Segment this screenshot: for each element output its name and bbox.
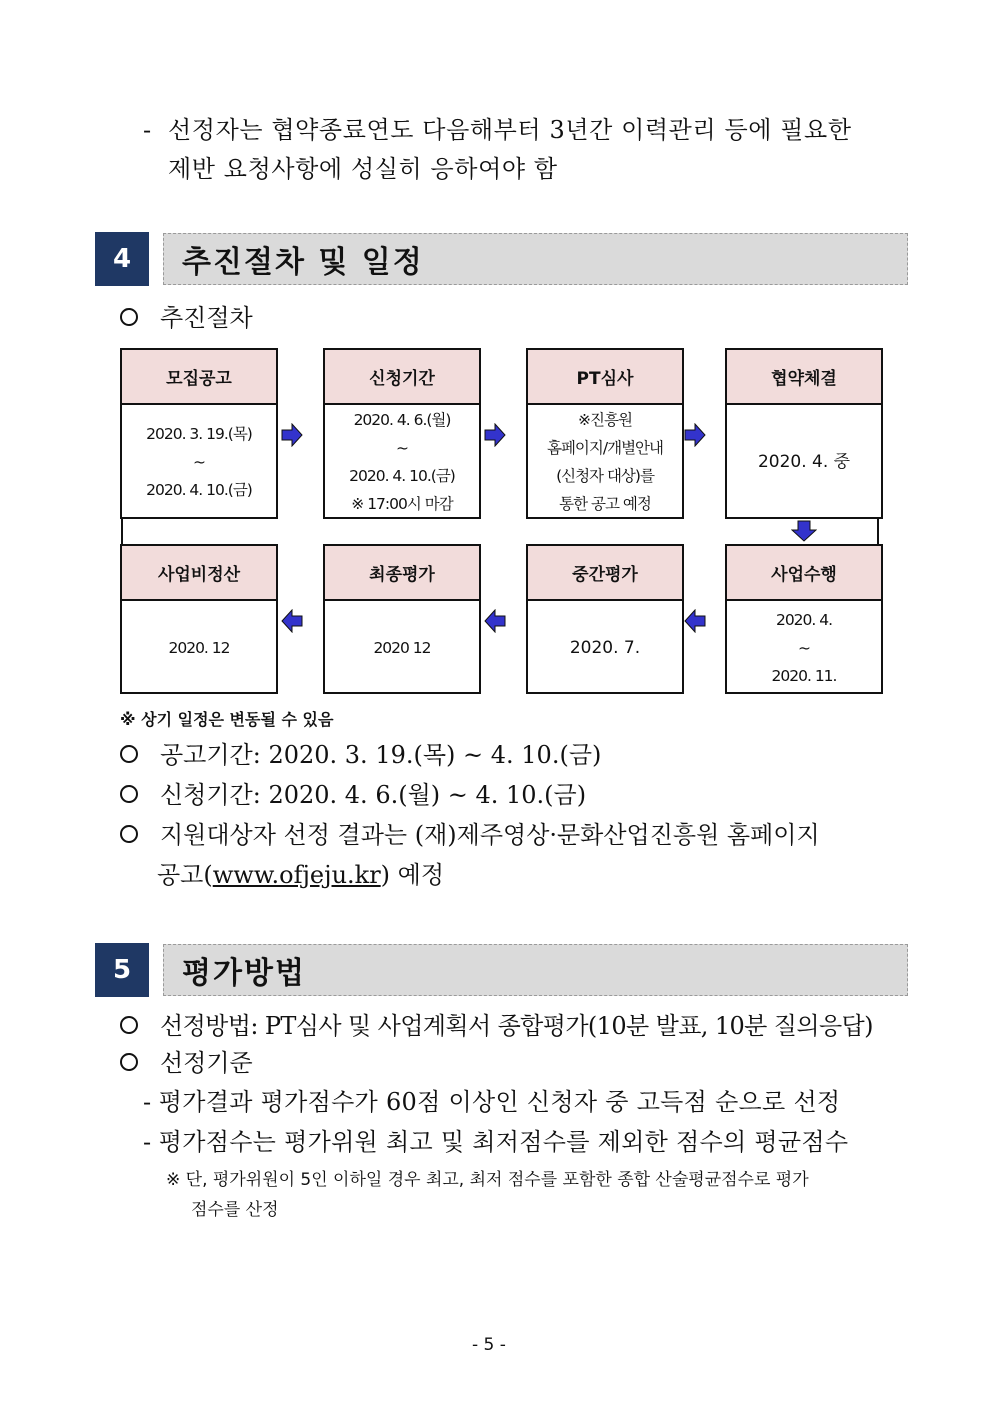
step-title: 협약체결 [727,350,881,405]
arrow-left-icon [484,609,506,633]
arrow-left-icon [281,609,303,633]
step-body [528,601,682,694]
selection-result-continuation [157,856,444,894]
step-box-recruit-notice [120,348,278,519]
step-body [122,405,276,519]
criteria-note-line-1: ※ 단, 평가위원이 5인 이하일 경우 최고, 최저 점수를 포함한 종합 산술평균점수로 평가 [166,1170,809,1190]
bullet-circle-icon [120,1053,138,1071]
step-line: ~ [396,439,408,457]
step-body [325,601,479,694]
intro-line-1: 선정자는 협약종료연도 다음해부터 3년간 이력관리 등에 필요한 [168,116,852,144]
bullet-circle-icon [120,745,138,763]
step-line: 2020. 4. 10.(금) [349,467,455,485]
step-line: 2020 12 [373,638,431,657]
continuation-suffix: ) 예정 [380,861,445,889]
step-line: ~ [798,638,810,657]
section-5-number: 5 [95,943,149,997]
dash-text: 평가점수는 평가위원 최고 및 최저점수를 제외한 점수의 평균점수 [158,1128,849,1156]
bullet-text: 선정기준 [160,1049,253,1077]
step-title: 사업수행 [727,546,881,601]
step-title: 최종평가 [325,546,479,601]
step-title: 신청기간 [325,350,479,405]
bullet-text: 지원대상자 선정 결과는 (재)제주영상·문화산업진흥원 홈페이지 [160,821,820,849]
arrow-right-icon [484,423,506,447]
step-title: 사업비정산 [122,546,276,601]
bullet-circle-icon [120,1016,138,1034]
step-box-final-evaluation [323,544,481,694]
step-box-agreement [725,348,883,519]
arrow-left-icon [684,609,706,633]
website-link[interactable]: www.ofjeju.kr [212,861,381,889]
step-line: ※진흥원 [578,411,632,429]
flow-connector [877,518,879,545]
step-box-project-execution [725,544,883,694]
arrow-down-icon [791,520,817,542]
step-body [528,405,682,519]
bullet-application-period [120,776,586,814]
criteria-dash-1: - 평가결과 평가점수가 60점 이상인 신청자 중 고득점 순으로 선정 [143,1088,841,1116]
step-line: 2020. 4. 중 [757,452,851,472]
procedure-label-text: 추진절차 [160,304,253,332]
bullet-selection-result [120,816,820,854]
bullet-text: 신청기간: 2020. 4. 6.(월) ~ 4. 10.(금) [160,781,587,809]
step-line: 2020. 12 [168,638,230,657]
intro-dash: - [143,116,152,144]
step-box-pt-review [526,348,684,519]
step-line: 2020. 11. [771,666,837,685]
criteria-note-line-2: 점수를 산정 [191,1200,279,1220]
intro-line-2: 제반 요청사항에 성실히 응하여야 함 [168,155,558,183]
criteria-dash-2: - 평가점수는 평가위원 최고 및 최저점수를 제외한 점수의 평균점수 [143,1128,849,1156]
dash-text: 평가결과 평가점수가 60점 이상인 신청자 중 고득점 순으로 선정 [158,1088,841,1116]
continuation-prefix: 공고( [157,861,213,889]
step-line: 2020. 4. 10.(금) [146,481,252,499]
step-body [325,405,479,519]
bullet-text: 선정방법: PT심사 및 사업계획서 종합평가(10분 발표, 10분 질의응답) [160,1012,873,1040]
step-line: ※ 17:00시 마감 [351,495,453,513]
step-line: 2020. 4. [775,610,833,629]
step-title: PT심사 [528,350,682,405]
bullet-circle-icon [120,825,138,843]
step-body [727,601,881,694]
step-line: 2020. 7. [569,637,641,658]
step-line: 통한 공고 예정 [559,495,651,513]
step-box-midterm-evaluation [526,544,684,694]
step-line: ~ [193,453,205,471]
step-title: 중간평가 [528,546,682,601]
bullet-selection-method [120,1007,873,1045]
flow-connector-left [121,518,123,545]
bullet-circle-icon [120,785,138,803]
step-title: 모집공고 [122,350,276,405]
step-line: (신청자 대상)를 [556,467,654,485]
bullet-notice-period [120,736,601,774]
step-line: 홈페이지/개별안내 [546,439,663,457]
step-body [727,405,881,519]
section-4-title: 추진절차 및 일정 [163,233,908,285]
arrow-right-icon [684,423,706,447]
schedule-note: ※ 상기 일정은 변동될 수 있음 [120,710,334,729]
page-number: - 5 - [472,1335,506,1355]
step-box-application-period [323,348,481,519]
bullet-selection-criteria [120,1044,253,1082]
step-box-settlement [120,544,278,694]
step-body [122,601,276,694]
bullet-text: 공고기간: 2020. 3. 19.(목) ~ 4. 10.(금) [160,741,602,769]
arrow-right-icon [281,423,303,447]
step-line: 2020. 3. 19.(목) [146,425,252,443]
bullet-circle-icon [120,308,138,326]
step-line: 2020. 4. 6.(월) [353,411,451,429]
section-4-number: 4 [95,232,149,286]
procedure-label [120,299,253,337]
section-5-title: 평가방법 [163,944,908,996]
